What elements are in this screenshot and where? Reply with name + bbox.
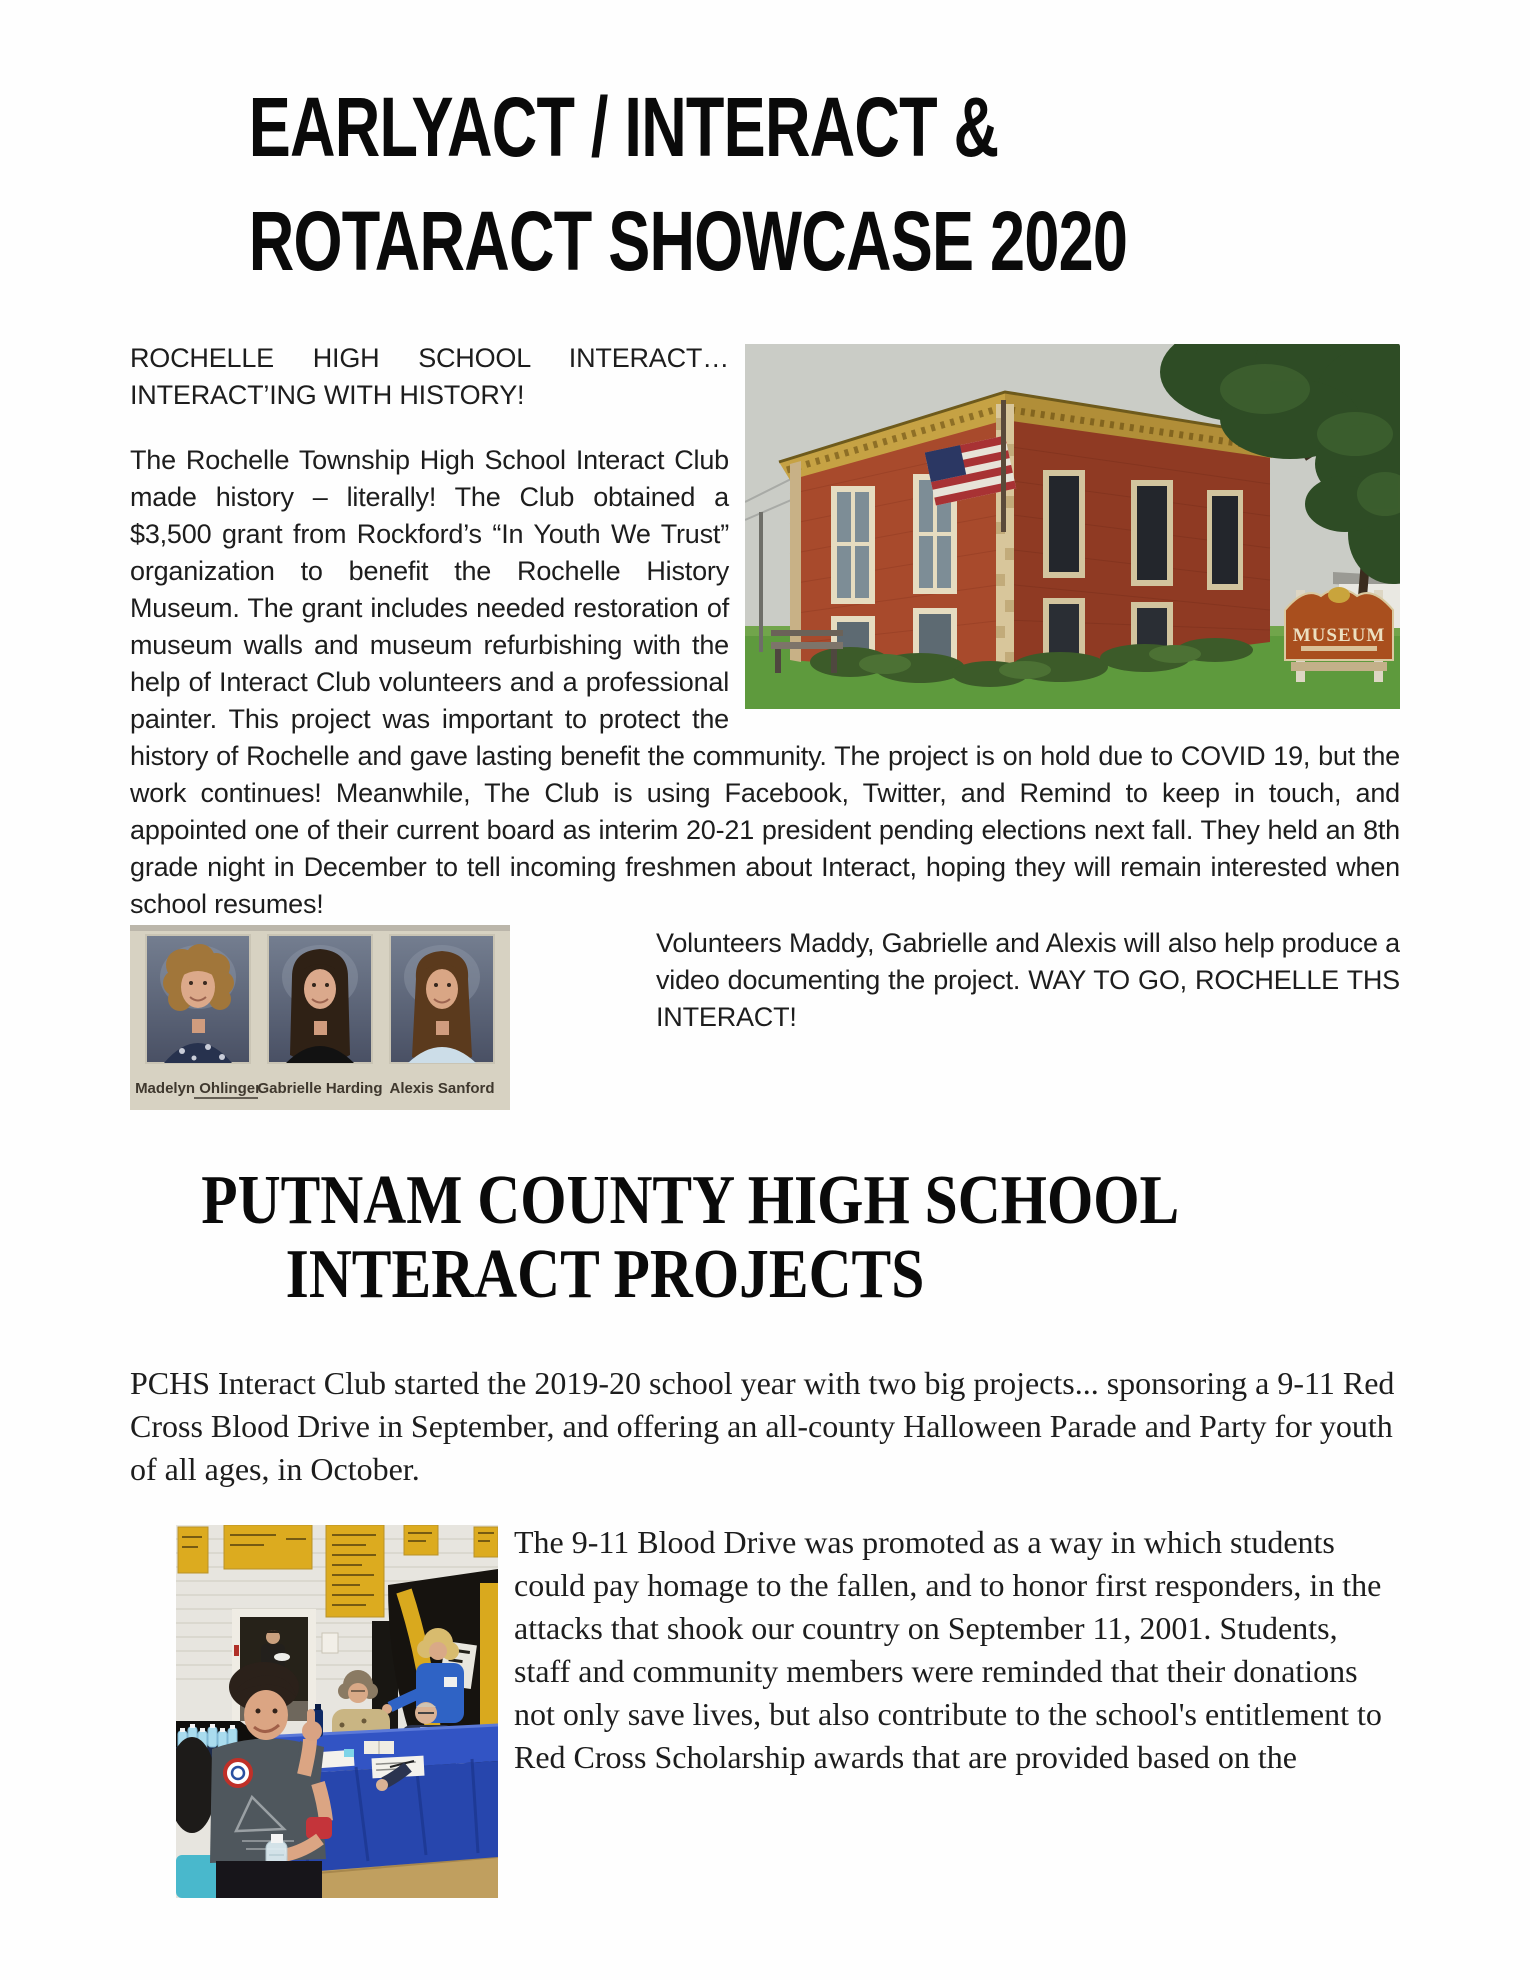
volunteer-portrait-1 [146,935,250,1063]
volunteer-name-3: Alexis Sanford [389,1080,495,1097]
rochelle-article [130,340,1400,1118]
blood-drive-photo [176,1525,498,1898]
volunteers-photo-illustration [130,925,510,1110]
putnam-intro: PCHS Interact Club started the 2019-20 school year with two big projects... sponsoring a 9-11 Red Cross Blood Drive in September, and offering an all-county Halloween Parade and Party for youth of all ages, in October. [130,1365,1395,1487]
museum-photo [745,344,1400,709]
page-title-line-1: EARLYACT / INTERACT & [248,80,999,174]
volunteer-name-1: Madelyn Ohlinger [135,1080,261,1097]
volunteers-text: Volunteers Maddy, Gabrielle and Alexis will also help produce a video documenting the project. WAY TO GO, ROCHELLE THS INTERACT! [656,928,1400,1032]
volunteer-portrait-2 [268,935,372,1063]
rochelle-body: The Rochelle Township High School Interact Club made history – literally! The Club obtained a $3,500 grant from Rockford’s “In Youth We Trust” organization to benefit the Rochelle History Museum. The grant includes needed restoration of museum walls and museum refurbishing with the help of Interact Club volunteers and a professional painter. This project was important to protect the history of Rochelle and gave lasting benefit the community. The project is on hold due to COVID 19, but the work continues! Meanwhile, The Club is using Facebook, Twitter, and Remind to keep in touch, and appointed one of their current board as interim 20-21 president pending elections next fall. They held an 8th grade night in December to tell incoming freshmen about Interact, hoping they will remain interested when school resumes! [130,445,1400,919]
rochelle-intro: ROCHELLE HIGH SCHOOL INTERACT… INTERACT’ING WITH HISTORY! [130,343,729,410]
museum-sign [1285,587,1393,682]
putnam-body: The 9-11 Blood Drive was promoted as a way in which students could pay homage to the fallen, and to honor first responders, in the attacks that shook our country on September 11, 2001. Students, staff and community members were reminded that their donations not only save lives, but also contribute to the school's entitlement to Red Cross Scholarship awards that are provided based on the [514,1524,1382,1775]
blood-drive-photo-illustration [176,1525,498,1898]
volunteers-row [130,923,1400,1118]
museum-photo-illustration [745,344,1400,709]
page-title [130,0,1128,298]
putnam-heading-line-2: INTERACT PROJECTS [285,1236,925,1313]
putnam-heading-line-1: PUTNAM COUNTY HIGH SCHOOL [201,1162,1180,1239]
putnam-article [130,1164,1400,1906]
blood-drive-row [130,1521,1400,1906]
volunteers-photo [130,925,510,1110]
museum-sign-text: MUSEUM [1292,625,1386,646]
wall-sign [322,1633,338,1653]
putnam-heading [130,1162,1180,1313]
volunteer-name-2: Gabrielle Harding [257,1080,383,1097]
flag-pole [1001,400,1006,532]
volunteer-portrait-3 [390,935,494,1063]
page-title-line-2: ROTARACT SHOWCASE 2020 [248,194,1128,288]
lamp-post [759,512,763,652]
